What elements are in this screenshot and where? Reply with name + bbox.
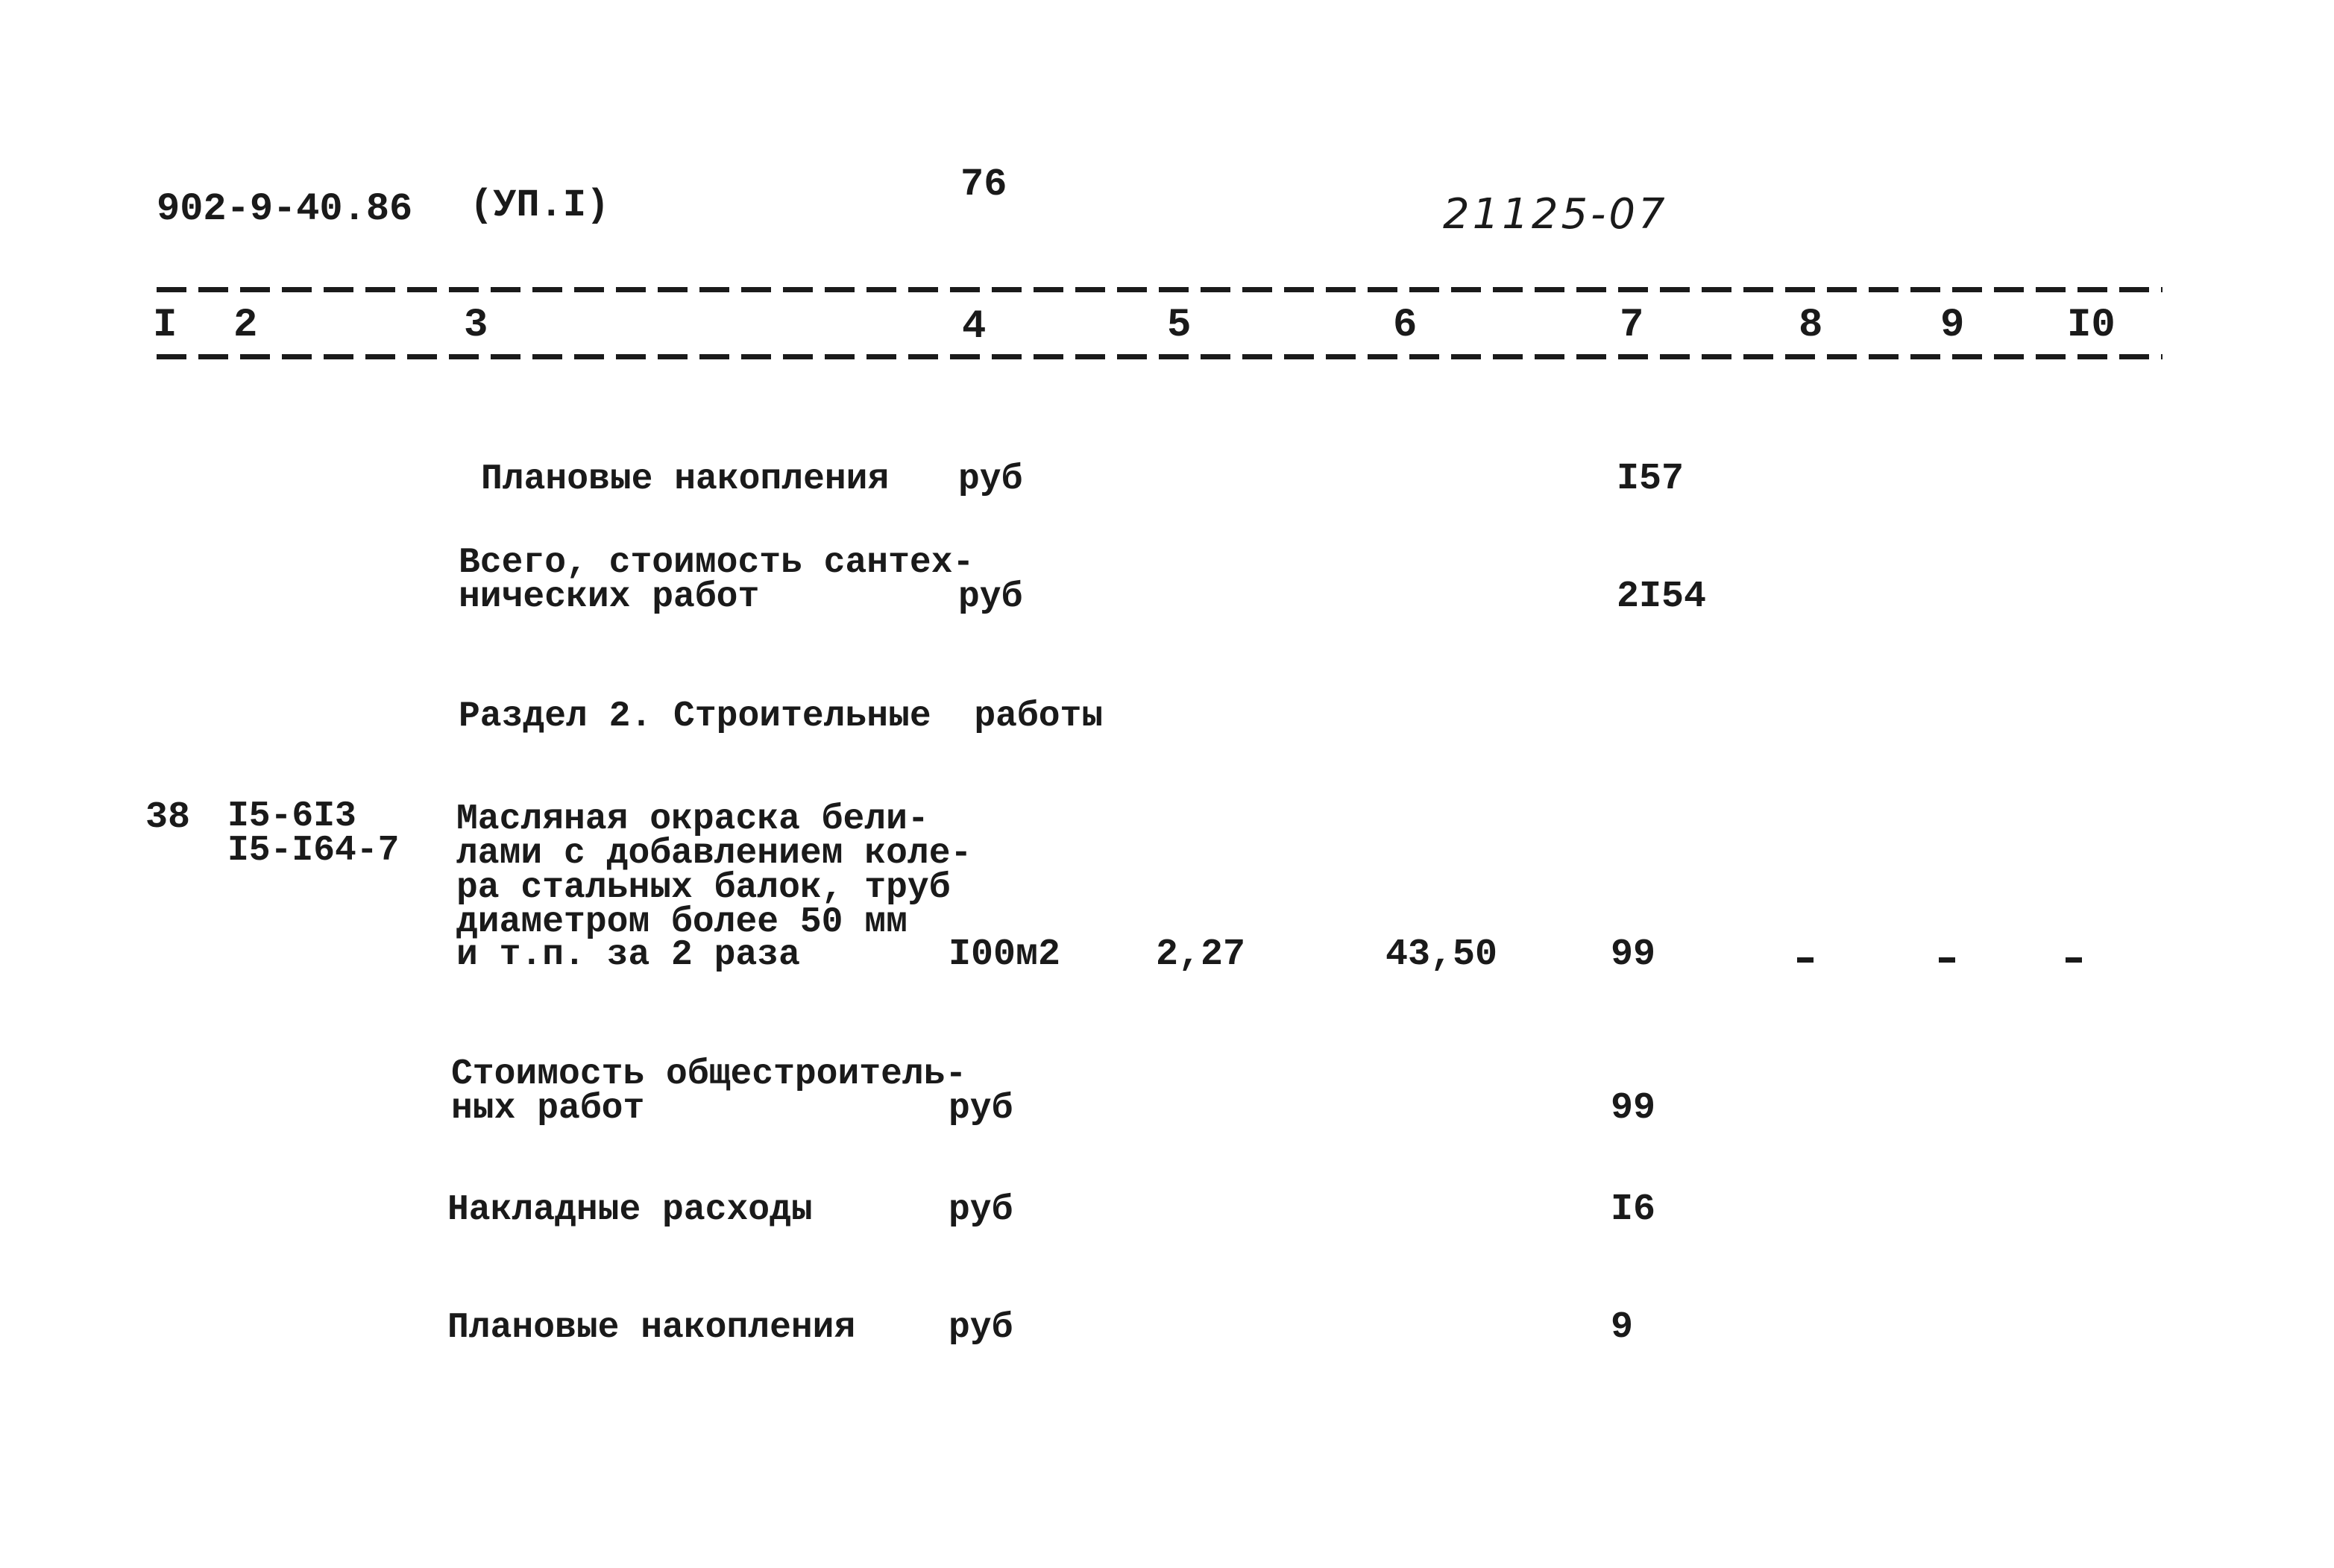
row-code: I5-6I3 bbox=[227, 796, 356, 837]
row-unit: руб bbox=[949, 1190, 1013, 1230]
row-name-line: Всего, стоимость сантех- bbox=[459, 543, 975, 583]
column-number: 8 bbox=[1799, 303, 1823, 348]
column-number: 3 bbox=[464, 303, 488, 348]
row-total: I6 bbox=[1611, 1188, 1656, 1231]
row-name-line: нических работ bbox=[459, 577, 760, 617]
column-number: 9 bbox=[1940, 303, 1965, 348]
row-unit: I00м2 bbox=[949, 933, 1061, 976]
row-total: 2I54 bbox=[1617, 576, 1707, 618]
page-number: 76 bbox=[960, 163, 1007, 207]
row-col9-dash bbox=[1939, 957, 1955, 963]
volume-label: (УП.I) bbox=[470, 183, 610, 227]
row-unit: руб bbox=[949, 1308, 1013, 1348]
column-number: 6 bbox=[1393, 303, 1418, 348]
column-number: I0 bbox=[2067, 303, 2116, 348]
column-number: 4 bbox=[962, 304, 987, 350]
row-name-line: ных работ bbox=[451, 1089, 645, 1129]
row-unit: руб bbox=[958, 459, 1023, 500]
column-number: 7 bbox=[1620, 303, 1644, 348]
row-total: I57 bbox=[1617, 458, 1685, 500]
document-code: 902-9-40.86 bbox=[157, 187, 413, 231]
row-total: 99 bbox=[1611, 933, 1656, 976]
row-code: I5-I64-7 bbox=[227, 831, 400, 871]
archive-number: 21125-07 bbox=[1443, 190, 1668, 239]
row-col10-dash bbox=[2066, 957, 2082, 963]
row-unit: руб bbox=[958, 577, 1023, 617]
row-name: Плановые накопления bbox=[481, 459, 890, 500]
row-name: Накладные расходы bbox=[447, 1190, 813, 1230]
column-number: I bbox=[153, 303, 177, 348]
header-top-rule bbox=[157, 287, 2162, 292]
row-name-line: Стоимость общестроитель- bbox=[451, 1054, 967, 1095]
row-name-line: ра стальных балок, труб bbox=[456, 868, 951, 908]
row-unit: руб bbox=[949, 1089, 1013, 1129]
row-quantity: 2,27 bbox=[1156, 933, 1246, 976]
column-number: 2 bbox=[233, 303, 258, 348]
row-total: 9 bbox=[1611, 1306, 1634, 1349]
header-bottom-rule bbox=[157, 354, 2162, 359]
row-name-line: и т.п. за 2 раза bbox=[456, 935, 800, 975]
row-col8-dash bbox=[1797, 957, 1814, 963]
row-name-line: лами с добавлением коле- bbox=[456, 834, 972, 874]
row-unit-price: 43,50 bbox=[1385, 933, 1498, 976]
row-total: 99 bbox=[1611, 1087, 1656, 1130]
row-name-line: Масляная окраска бели- bbox=[456, 799, 929, 840]
row-name: Плановые накопления bbox=[447, 1308, 856, 1348]
section-title: Раздел 2. Строительные работы bbox=[459, 696, 1104, 737]
row-name-line: диаметром более 50 мм bbox=[456, 902, 908, 942]
row-number: 38 bbox=[145, 796, 191, 839]
column-number: 5 bbox=[1167, 303, 1192, 348]
